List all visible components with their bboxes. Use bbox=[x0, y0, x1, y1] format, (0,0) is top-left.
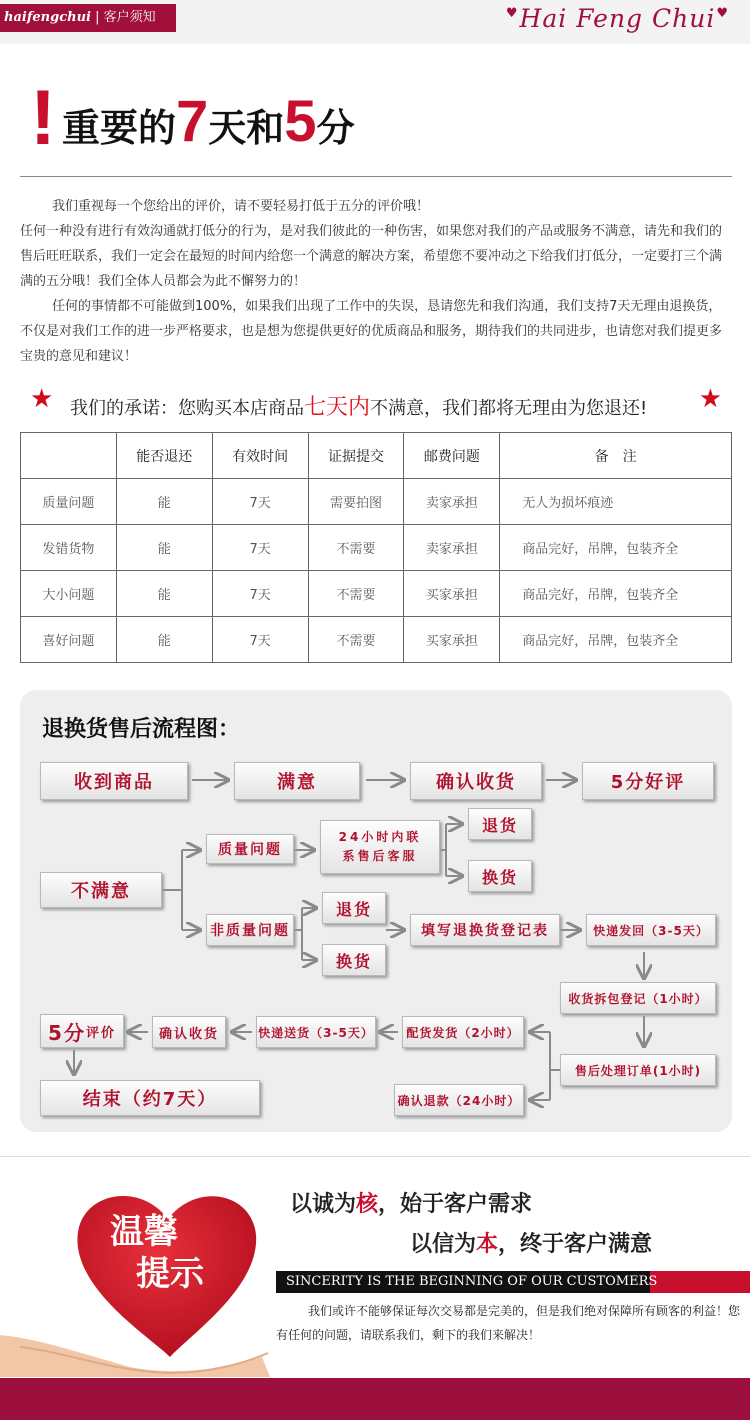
exclamation-mark: ! bbox=[30, 73, 56, 161]
table-cell: 7天 bbox=[212, 525, 308, 571]
slogan-part: 以信为 bbox=[410, 1231, 477, 1257]
table-cell: 7天 bbox=[212, 617, 308, 663]
table-cell: 7天 bbox=[212, 479, 308, 525]
heart-line: 温馨 bbox=[110, 1212, 178, 1252]
intro-text bbox=[20, 194, 732, 369]
promise-line bbox=[30, 384, 730, 420]
table-header: 邮费问题 bbox=[404, 433, 500, 479]
flow-step-fill-form: 填写退换货登记表 bbox=[410, 914, 560, 946]
table-cell: 需要拍图 bbox=[308, 479, 404, 525]
flow-step-courier: 快递送货（3-5天） bbox=[256, 1016, 376, 1048]
flow-step-process-order: 售后处理订单(1小时) bbox=[560, 1054, 716, 1086]
table-cell: 能 bbox=[116, 617, 212, 663]
table-cell: 商品完好，吊牌，包装齐全 bbox=[500, 571, 732, 617]
flow-step-exchange: 换货 bbox=[468, 860, 532, 892]
table-cell: 买家承担 bbox=[404, 571, 500, 617]
star-icon: ★ bbox=[698, 384, 722, 414]
slogan-part: ，始于客户需求 bbox=[378, 1191, 533, 1217]
table-header: 能否退还 bbox=[116, 433, 212, 479]
table-header bbox=[21, 433, 117, 479]
table-cell: 不需要 bbox=[308, 571, 404, 617]
rate-text: 评价 bbox=[85, 1025, 116, 1041]
flow-step-refund: 退货 bbox=[468, 808, 532, 840]
star-icon: ★ bbox=[30, 384, 54, 414]
warm-tips-section bbox=[0, 1156, 750, 1376]
table-cell: 7天 bbox=[212, 571, 308, 617]
table-cell: 不需要 bbox=[308, 525, 404, 571]
promise-text bbox=[70, 390, 647, 421]
table-cell: 大小问题 bbox=[21, 571, 117, 617]
table-cell: 无人为损坏痕迹 bbox=[500, 479, 732, 525]
flow-step-non-quality: 非质量问题 bbox=[206, 914, 294, 946]
table-cell: 卖家承担 bbox=[404, 479, 500, 525]
footer-note-text: 我们或许不能够保证每次交易都是完美的，但是我们绝对保障所有顾客的利益！您有任何的问题，请联系我们，剩下的我们来解决！ bbox=[276, 1304, 741, 1342]
flow-step-ship-back: 快递发回（3-5天） bbox=[586, 914, 716, 946]
promise-part: 不满意，我们都将无理由为您退还! bbox=[370, 398, 648, 419]
slogan-band: SINCERITY IS THE BEGINNING OF OUR CUSTOMERS bbox=[276, 1271, 650, 1293]
flow-step-rate bbox=[40, 1014, 124, 1048]
headline-part: 天和 bbox=[208, 106, 285, 150]
rate-number: 5分 bbox=[48, 1020, 86, 1045]
table-header-row bbox=[21, 433, 732, 479]
promise-highlight: 七天内 bbox=[304, 395, 371, 420]
table-cell: 能 bbox=[116, 479, 212, 525]
logo-text: Hai Feng Chui bbox=[519, 4, 716, 33]
headline-part: 分 bbox=[316, 106, 355, 150]
flow-title: 退换货售后流程图： bbox=[42, 717, 241, 742]
slogan-highlight: 本 bbox=[476, 1231, 499, 1257]
section-tag bbox=[0, 4, 176, 32]
table-cell: 能 bbox=[116, 571, 212, 617]
table-row bbox=[21, 525, 732, 571]
slogan-highlight: 核 bbox=[356, 1191, 379, 1217]
table-header: 备 注 bbox=[500, 433, 732, 479]
table-header: 证据提交 bbox=[308, 433, 404, 479]
intro-paragraph: 我们重视每一个您给出的评价，请不要轻易打低于五分的评价哦！ bbox=[52, 199, 430, 214]
slogan-part: 以诚为 bbox=[290, 1191, 357, 1217]
divider bbox=[20, 176, 732, 177]
return-policy-table bbox=[20, 432, 732, 663]
brand-name: haifengchui bbox=[4, 10, 91, 25]
logo bbox=[505, 4, 730, 33]
table-cell: 喜好问题 bbox=[21, 617, 117, 663]
table-header: 有效时间 bbox=[212, 433, 308, 479]
contact-line: 24小时内联 bbox=[338, 830, 422, 844]
headline-number: 7 bbox=[176, 89, 209, 154]
intro-paragraph: 任何的事情都不可能做到100%，如果我们出现了工作中的失误，恳请您先和我们沟通，我们支持7天无理由退换货，不仅是对我们工作的进一步严格要求，也是想为您提供更好的优质商品和服务，期待我们的共同进步，也请您对我们提更多宝贵的意见和建议！ bbox=[20, 299, 723, 364]
table-cell: 卖家承担 bbox=[404, 525, 500, 571]
slogan-part: ，终于客户满意 bbox=[498, 1231, 653, 1257]
flow-step-contact-service bbox=[320, 820, 440, 874]
contact-line: 系售后客服 bbox=[342, 849, 418, 863]
promise-part: 我们的承诺：您购买本店商品 bbox=[70, 398, 304, 419]
headline-number: 5 bbox=[284, 89, 317, 154]
flow-step-confirm-refund: 确认退款（24小时） bbox=[394, 1084, 524, 1116]
flow-step-received: 收到商品 bbox=[40, 762, 188, 800]
flow-step-reship: 配货发货（2小时） bbox=[402, 1016, 524, 1048]
flow-step-unpack-register: 收货拆包登记（1小时） bbox=[560, 982, 716, 1014]
footer-note bbox=[276, 1299, 740, 1347]
table-cell: 商品完好，吊牌，包装齐全 bbox=[500, 525, 732, 571]
tag-divider: | bbox=[90, 10, 104, 25]
headline-text bbox=[62, 90, 355, 160]
after-sales-flowchart bbox=[20, 690, 732, 1132]
table-cell: 商品完好，吊牌，包装齐全 bbox=[500, 617, 732, 663]
flow-step-confirm-receipt: 确认收货 bbox=[410, 762, 542, 800]
table-cell: 质量问题 bbox=[21, 479, 117, 525]
flow-step-confirm-receipt-2: 确认收货 bbox=[152, 1016, 226, 1048]
table-cell: 买家承担 bbox=[404, 617, 500, 663]
flow-step-unsatisfied: 不满意 bbox=[40, 872, 162, 908]
heart-line: 提示 bbox=[136, 1254, 204, 1294]
flow-step-satisfied: 满意 bbox=[234, 762, 360, 800]
table-row bbox=[21, 617, 732, 663]
table-cell: 不需要 bbox=[308, 617, 404, 663]
table-cell: 能 bbox=[116, 525, 212, 571]
flow-step-exchange: 换货 bbox=[322, 944, 386, 976]
slogan-line bbox=[290, 1187, 532, 1218]
heart-icon: ♥ bbox=[716, 6, 729, 21]
table-row bbox=[21, 571, 732, 617]
intro-paragraph: 任何一种没有进行有效沟通就打低分的行为，是对我们彼此的一种伤害，如果您对我们的产品或服务不满意，请先和我们的售后旺旺联系，我们一定会在最短的时间内给您一个满意的解决方案，希望您不要冲动之下给我们打低分，一定要打三个满满的五分哦！我们全体人员都会为此不懈努力的！ bbox=[20, 224, 723, 289]
flow-step-refund: 退货 bbox=[322, 892, 386, 924]
flow-step-five-star: 5分好评 bbox=[582, 762, 714, 800]
warm-tips-heading bbox=[110, 1211, 220, 1295]
table-row bbox=[21, 479, 732, 525]
heart-icon: ♥ bbox=[505, 6, 519, 21]
flow-step-quality-issue: 质量问题 bbox=[206, 834, 294, 864]
section-title: 客户须知 bbox=[103, 10, 156, 25]
table-cell: 发错货物 bbox=[21, 525, 117, 571]
bottom-bar bbox=[0, 1378, 750, 1420]
headline-part: 重要的 bbox=[62, 106, 177, 150]
slogan-line bbox=[410, 1227, 652, 1258]
flow-step-end: 结束（约7天） bbox=[40, 1080, 260, 1116]
top-bar bbox=[0, 0, 750, 44]
